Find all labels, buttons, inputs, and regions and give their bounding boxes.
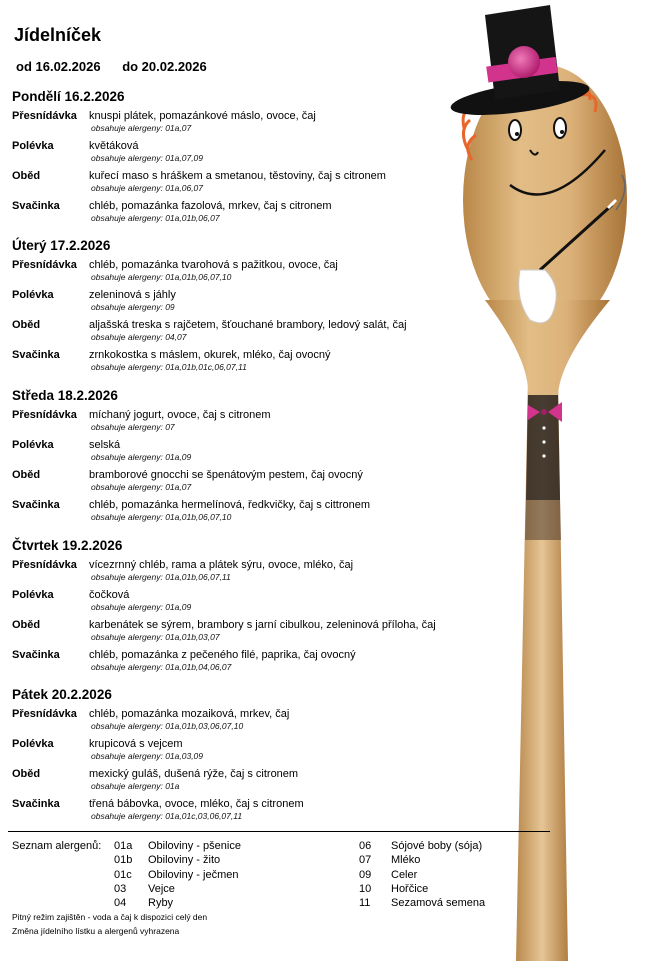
meal-row <box>12 140 532 170</box>
meal-allergens: obsahuje alergeny: 01a,01b,04,06,07 <box>91 662 232 672</box>
allergen-name: Sójové boby (sója) <box>391 840 483 852</box>
meal-row <box>12 499 532 529</box>
meal-description: míchaný jogurt, ovoce, čaj s citronem <box>89 409 271 421</box>
day-title: Úterý 17.2.2026 <box>12 238 111 253</box>
allergen-list-left <box>114 839 241 910</box>
meal-description: chléb, pomazánka tvarohová s pažitkou, ovoce, čaj <box>89 259 338 271</box>
allergen-code: 04 <box>114 897 127 910</box>
meal-label: Polévka <box>12 289 54 301</box>
meal-description: mexický guláš, dušená rýže, čaj s citronem <box>89 768 299 780</box>
meal-description: chléb, pomazánka z pečeného filé, paprika, čaj ovocný <box>89 649 356 661</box>
meal-label: Přesnídávka <box>12 259 77 271</box>
meal-label: Polévka <box>12 140 54 152</box>
day-title: Pondělí 16.2.2026 <box>12 89 125 104</box>
meal-description: květáková <box>89 140 139 152</box>
meal-label: Svačinka <box>12 349 60 361</box>
allergen-code: 07 <box>359 854 372 867</box>
meal-row <box>12 768 532 798</box>
meal-label: Polévka <box>12 439 54 451</box>
allergen-item <box>114 839 241 853</box>
meal-allergens: obsahuje alergeny: 01a,01b,06,07,11 <box>91 572 231 582</box>
allergen-name: Ryby <box>148 897 174 910</box>
meal-row <box>12 738 532 768</box>
meal-row <box>12 110 532 140</box>
allergen-code: 03 <box>114 882 127 895</box>
allergen-item <box>114 882 175 896</box>
meal-row <box>12 349 532 379</box>
meal-allergens: obsahuje alergeny: 01a,01b,03,07 <box>91 632 220 642</box>
meal-description: bramborové gnocchi se špenátovým pestem, čaj ovocný <box>89 469 363 481</box>
allergen-name: Celer <box>391 868 418 881</box>
meal-allergens: obsahuje alergeny: 01a,01b,06,07,10 <box>91 512 232 522</box>
date-from: od 16.02.2026 <box>16 59 101 74</box>
allergen-item <box>359 896 486 910</box>
notes <box>12 910 207 938</box>
meal-label: Oběd <box>12 469 41 481</box>
allergen-code: 10 <box>359 882 372 895</box>
date-range <box>16 59 207 74</box>
meal-description: selská <box>89 439 121 451</box>
day-title: Pátek 20.2.2026 <box>12 687 112 702</box>
meal-allergens: obsahuje alergeny: 01a <box>91 781 180 791</box>
meal-description: zrnkokostka s máslem, okurek, mléko, čaj ovocný <box>89 349 331 361</box>
day-section <box>12 686 532 828</box>
meal-row <box>12 200 532 230</box>
meal-row <box>12 469 532 499</box>
allergen-list-title: Seznam alergenů: <box>12 840 102 852</box>
meal-row <box>12 259 532 289</box>
meal-allergens: obsahuje alergeny: 01a,07,09 <box>91 153 204 163</box>
meal-description: chléb, pomazánka mozaiková, mrkev, čaj <box>89 708 290 720</box>
meal-row <box>12 708 532 738</box>
meal-label: Oběd <box>12 768 41 780</box>
meal-label: Přesnídávka <box>12 409 77 421</box>
meal-description: vícezrnný chléb, rama a plátek sýru, ovoce, mléko, čaj <box>89 559 354 571</box>
meal-row <box>12 559 532 589</box>
allergen-code: 06 <box>359 840 372 852</box>
meal-label: Polévka <box>12 738 54 750</box>
meal-row <box>12 439 532 469</box>
day-section <box>12 237 532 379</box>
meal-allergens: obsahuje alergeny: 01a,01b,03,06,07,10 <box>91 721 244 731</box>
day-title: Středa 18.2.2026 <box>12 388 118 403</box>
meal-allergens: obsahuje alergeny: 04,07 <box>91 332 187 342</box>
day-section <box>12 387 532 529</box>
meal-row <box>12 289 532 319</box>
meal-row <box>12 409 532 439</box>
allergen-name: Obiloviny - pšenice <box>148 840 241 852</box>
day-section <box>12 88 532 230</box>
date-to: do 20.02.2026 <box>122 59 207 74</box>
meal-label: Přesnídávka <box>12 708 77 720</box>
meal-allergens: obsahuje alergeny: 01a,09 <box>91 602 192 612</box>
allergen-code: 11 <box>359 897 371 910</box>
meal-description: karbenátek se sýrem, brambory s jarní cibulkou, zeleninová příloha, čaj <box>89 619 436 631</box>
meal-description: chléb, pomazánka fazolová, mrkev, čaj s citronem <box>89 200 332 212</box>
meal-allergens: obsahuje alergeny: 01a,01b,06,07 <box>91 213 220 223</box>
allergen-code: 01b <box>114 854 133 867</box>
allergen-name: Mléko <box>391 854 421 867</box>
meal-label: Přesnídávka <box>12 110 77 122</box>
meal-description: zeleninová s jáhly <box>89 289 176 301</box>
allergen-code: 01a <box>114 840 133 852</box>
meal-row <box>12 798 532 828</box>
allergen-item <box>114 896 174 910</box>
day-title: Čtvrtek 19.2.2026 <box>12 538 123 553</box>
meal-description: kuřecí maso s hráškem a smetanou, těstoviny, čaj s citronem <box>89 170 386 182</box>
meal-allergens: obsahuje alergeny: 01a,07 <box>91 123 192 133</box>
meal-label: Oběd <box>12 319 41 331</box>
allergen-name: Hořčice <box>391 882 429 895</box>
meal-description: čočková <box>89 589 130 601</box>
meal-row <box>12 319 532 349</box>
meal-description: knuspi plátek, pomazánkové máslo, ovoce, čaj <box>89 110 316 122</box>
meal-label: Přesnídávka <box>12 559 77 571</box>
meal-label: Svačinka <box>12 499 60 511</box>
meal-description: aljašská treska s rajčetem, šťouchané brambory, ledový salát, čaj <box>89 319 407 331</box>
meal-allergens: obsahuje alergeny: 09 <box>91 302 175 312</box>
meal-label: Polévka <box>12 589 54 601</box>
meal-row <box>12 649 532 679</box>
meal-allergens: obsahuje alergeny: 01a,06,07 <box>91 183 204 193</box>
allergen-list-right <box>359 839 486 910</box>
meal-label: Svačinka <box>12 649 60 661</box>
meal-label: Oběd <box>12 170 41 182</box>
meal-label: Svačinka <box>12 200 60 212</box>
meal-allergens: obsahuje alergeny: 01a,01b,01c,06,07,11 <box>91 362 247 372</box>
note-drinking: Pitný režim zajištěn - voda a čaj k dispozici celý den <box>12 912 208 922</box>
allergen-item <box>359 868 418 882</box>
meal-allergens: obsahuje alergeny: 01a,09 <box>91 452 192 462</box>
divider <box>8 831 550 832</box>
day-section <box>12 537 532 679</box>
allergen-code: 01c <box>114 868 132 881</box>
allergen-item <box>114 868 239 882</box>
allergen-item <box>359 853 421 867</box>
allergen-item <box>359 839 483 853</box>
meal-label: Svačinka <box>12 798 60 810</box>
meal-label: Oběd <box>12 619 41 631</box>
page-title: Jídelníček <box>14 25 102 45</box>
meal-allergens: obsahuje alergeny: 07 <box>91 422 175 432</box>
meal-allergens: obsahuje alergeny: 01a,07 <box>91 482 192 492</box>
meal-row <box>12 619 532 649</box>
meal-description: chléb, pomazánka hermelínová, ředkvičky, čaj s cittronem <box>89 499 371 511</box>
meal-row <box>12 170 532 200</box>
allergen-name: Obiloviny - ječmen <box>148 868 239 881</box>
allergen-code: 09 <box>359 868 372 881</box>
allergen-name: Sezamová semena <box>391 897 486 910</box>
note-changes: Změna jídelního lístku a alergenů vyhrazena <box>12 926 180 936</box>
meal-allergens: obsahuje alergeny: 01a,01b,06,07,10 <box>91 272 232 282</box>
meal-allergens: obsahuje alergeny: 01a,03,09 <box>91 751 204 761</box>
meal-row <box>12 589 532 619</box>
allergen-item <box>114 853 221 867</box>
meal-description: třená bábovka, ovoce, mléko, čaj s citronem <box>89 798 304 810</box>
meal-allergens: obsahuje alergeny: 01a,01c,03,06,07,11 <box>91 811 243 821</box>
meal-description: krupicová s vejcem <box>89 738 183 750</box>
allergen-name: Obiloviny - žito <box>148 854 221 867</box>
allergen-name: Vejce <box>148 882 175 895</box>
allergen-item <box>359 882 429 896</box>
